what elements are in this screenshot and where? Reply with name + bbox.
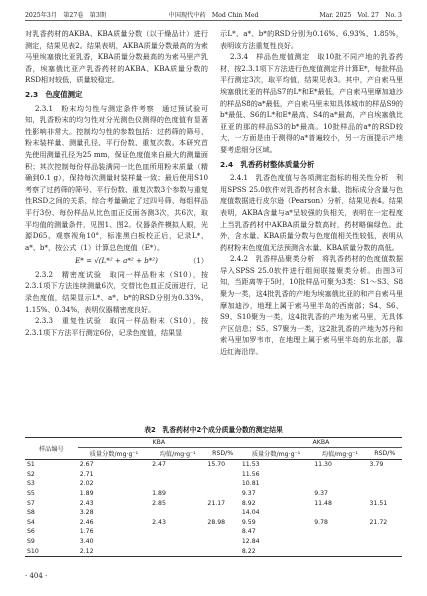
table-cell: 11.56 (241, 470, 260, 478)
table-cell: 8.47 (241, 528, 256, 536)
table-cell: 1.89 (79, 490, 94, 498)
table-2 (25, 424, 402, 557)
section-heading-2-4: 2.4 乳香药材整体质量分析 (220, 159, 315, 169)
table-row (25, 498, 402, 508)
paragraph-2-3-4: 2.3.4 样品色度值测定 取10批不同产地的乳香药材，按2.3.1项下方法进行色度值测定并计算E*，每批样品平行测定3次，取平均值，结果见表3。其中，产自索马里埃塞俄比亚的样品S7的L*和E*最低，产自索马里摩加迪沙的样品S8的a*最低，产自索马里未知具体城市的样品S9的b*最低、S6的L*和E*最高、S4的a*最高，产自埃塞俄比亚亚的那的样品S3的b*最高。10批样品的a*的RSD较大，一方面是由于测得的a*普遍较小，另一方面提示产地要考虑细分区域。 (220, 52, 403, 154)
group-header-akba: AKBA (240, 438, 402, 448)
table-row (25, 470, 402, 480)
paragraph-2-4-1: 2.4.1 乳香色度值与各项测定指标的相关性分析 利用SPSS 25.0软件对乳香药材含水量、指标成分含量与色度值数据进行皮尔逊（Pearson）分析，结果见表4。结果表明，AKBA含量与a*呈较强的负相关，表明在一定程度上当乳香药材中AKBA质量分数高时，药材略偏绿色。此外，含水量、KBA质量分数与色度值相关性较低，表明从药材粉末色度值无法预测含水量、KBA质量分数的高低。 (220, 173, 403, 252)
header-issue: 2025年3月 第27卷 第3期 (25, 12, 106, 19)
table-cell: 3.79 (369, 461, 384, 469)
section-heading-2-3: 2.3 色度值测定 (25, 89, 83, 99)
table-cell (150, 527, 205, 537)
table-cell: 2.85 (152, 499, 166, 507)
table-cell (312, 546, 367, 556)
sample-id-cell: S7 (27, 499, 35, 507)
table-cell: 2.43 (152, 518, 166, 526)
col-header: RSD/% (205, 448, 239, 460)
table-cell: 15.70 (207, 461, 226, 469)
table-cell: 21.17 (207, 499, 226, 507)
table-cell (205, 489, 239, 499)
page-number: · 404 · (25, 572, 48, 580)
table-cell (150, 508, 205, 518)
group-header-kba: KBA (78, 438, 240, 448)
col-header: 质量分数/mg·g⁻¹ (78, 448, 150, 460)
table-cell (312, 527, 367, 537)
sample-id-cell: S1 (27, 461, 35, 469)
table-cell (205, 470, 239, 480)
header-date: Mar. 2025 Vol. 27 No. 3 (319, 12, 402, 19)
left-column (25, 28, 208, 338)
table-cell: 21.72 (369, 518, 388, 526)
right-column (220, 28, 403, 358)
table-cell (368, 479, 403, 489)
col-header: 均值/mg·g⁻¹ (150, 448, 205, 460)
table-row (25, 518, 402, 528)
table-cell: 2.67 (79, 461, 94, 469)
table-row (25, 479, 402, 489)
paragraph-intro: 对乳香药材的AKBA、KBA质量分数（以干燥品计）进行测定，结果见表2。结果表明，AKBA质量分数最高的为索马里埃塞俄比亚乳香，KBA质量分数最高的为索马里产乳香，埃塞俄比亚产乳香药材的AKBA、KBA质量分数的RSD相对较低，质量较稳定。 (25, 29, 208, 85)
table-cell: 9.78 (314, 518, 328, 526)
table-cell: 9.59 (241, 518, 256, 526)
row-header: 样品编号 (25, 438, 78, 460)
formula-number: （1） (189, 256, 208, 266)
table-title: 表2 乳香药材中2个成分质量分数的测定结果 (144, 426, 283, 434)
table-row (25, 489, 402, 499)
table-row (25, 537, 402, 547)
sample-id-cell: S4 (27, 518, 35, 526)
results-table (25, 437, 402, 557)
table-cell (368, 537, 403, 547)
paragraph-2-3-2: 2.3.2 精密度试验 取同一样品粉末（S10），按2.3.1项下方法连续测量6次，交替比色皿正反面进行，记录色度值，结果显示L*、a*、b*的RSD分别为0.33%、1.15%、0.34%，表明仪器精密度良好。 (25, 269, 208, 314)
table-cell (205, 527, 239, 537)
table-cell: 1.76 (79, 528, 94, 536)
table-cell: 9.37 (241, 490, 256, 498)
table-body (25, 460, 402, 557)
table-cell: 2.46 (79, 518, 94, 526)
sample-id-cell: S3 (27, 480, 35, 488)
table-cell: 10.81 (241, 480, 260, 488)
paragraph-continued: 示L*、a*、b*的RSD分别为0.16%、6.93%、1.85%，表明该方法重复性良好。 (220, 29, 403, 50)
sample-id-cell: S2 (27, 470, 35, 478)
table-cell: 8.22 (240, 546, 312, 556)
table-cell: 9.37 (314, 490, 328, 498)
header-journal: 中国现代中药 Mod Chin Med (168, 12, 259, 19)
formula-1 (25, 255, 208, 267)
table-cell: 3.40 (79, 538, 94, 546)
table-cell (368, 489, 403, 499)
running-header (25, 8, 402, 21)
paragraph-2-4-2: 2.4.2 乳香样品聚类分析 将乳香药材的色度值数据导入SPSS 25.0软件进行组间联接聚类分析。由图3可知，当距离等于5时，10批样品可聚为3类：S1～S3、S8聚为一类，这4批乳香的产地为埃塞俄比亚的和产自索马里摩加迪沙，地理上属于索马里半岛的西南部；S4、S6、S9、S10聚为一类，这4批乳香的产地为索马里，无具体产区信息；S5、S7聚为一类，这2批乳香的产地为苏丹和索马里加罗韦市，在地理上属于索马里半岛的东北部，靠近红海沿岸。 (220, 254, 403, 357)
table-cell: 14.04 (241, 509, 260, 517)
table-cell: 2.47 (152, 461, 166, 469)
sample-id-cell: S5 (27, 490, 35, 498)
table-cell (150, 537, 205, 547)
table-cell (205, 508, 239, 518)
paragraph-2-3-3: 2.3.3 重复性试验 取同一样品粉末（S10），按2.3.1项下方法平行测定6份，记录色度值，结果显 (25, 316, 208, 337)
table-cell: 1.89 (152, 490, 166, 498)
sample-id-cell: S8 (27, 509, 35, 517)
table-cell (205, 537, 239, 547)
formula-expression: E* = √(L*² + a*² + b*²) (75, 256, 158, 266)
table-cell: 11.30 (314, 461, 332, 469)
table-cell: 2.12 (78, 546, 150, 556)
paragraph-2-3-1: 2.3.1 粉末均匀性与测定条件考察 通过预试验可知，乳香粉末的均匀性对分光测色仪测得的色度值有显著性影响非常大。控制均匀性的参数包括：过药筛的筛号、粉末装样量、测量孔径、平行份数、重复次数。本研究首先使用测量孔径为25 mm，保证色度值来自最大的测量面积；其次控制每份样品装满同一比色皿所用粉末质量（精确到0.1 g），保持每次测量时装样量一致；最后使用S10考察了过药筛的筛号、平行份数、重复次数3个参数与重复性RSD之间的关系，综合考量确定了过四号筛、每组样品平行3份、每份样品从比色皿正反面各测3次，共6次，取平均值的测量条件，见图1、图2。仪器条件模拟人眼，光源D65、观察视角10°，标准黑白板校正后，记录L*、a*、b*，按公式（1）计算总色度值（E*）。 (25, 103, 208, 252)
table-cell: 11.48 (314, 499, 332, 507)
table-cell (150, 479, 205, 489)
table-cell: 8.92 (241, 499, 256, 507)
col-header: 均值/mg·g⁻¹ (312, 448, 367, 460)
sample-id-cell: S10 (25, 546, 78, 556)
table-cell (312, 537, 367, 547)
table-cell (368, 546, 403, 556)
table-cell (312, 508, 367, 518)
table-cell (312, 479, 367, 489)
table-cell (205, 479, 239, 489)
table-cell: 2.02 (79, 480, 94, 488)
sample-id-cell: S6 (27, 528, 35, 536)
table-row (25, 460, 402, 470)
table-cell: 11.53 (241, 461, 260, 469)
table-cell (150, 546, 205, 556)
col-header: RSD/% (368, 448, 403, 460)
table-cell (368, 508, 403, 518)
table-cell: 31.51 (369, 499, 388, 507)
table-row (25, 508, 402, 518)
col-header: 质量分数/mg·g⁻¹ (240, 448, 312, 460)
table-cell: 2.71 (79, 470, 94, 478)
table-cell: 2.43 (79, 499, 94, 507)
table-cell (205, 546, 239, 556)
table-cell (368, 527, 403, 537)
table-cell (150, 470, 205, 480)
table-cell (368, 470, 403, 480)
table-cell: 12.84 (241, 538, 260, 546)
table-row (25, 546, 402, 556)
table-cell: 28.98 (207, 518, 226, 526)
sample-id-cell: S9 (27, 538, 35, 546)
table-row (25, 527, 402, 537)
table-cell (312, 470, 367, 480)
table-cell: 3.28 (79, 509, 94, 517)
